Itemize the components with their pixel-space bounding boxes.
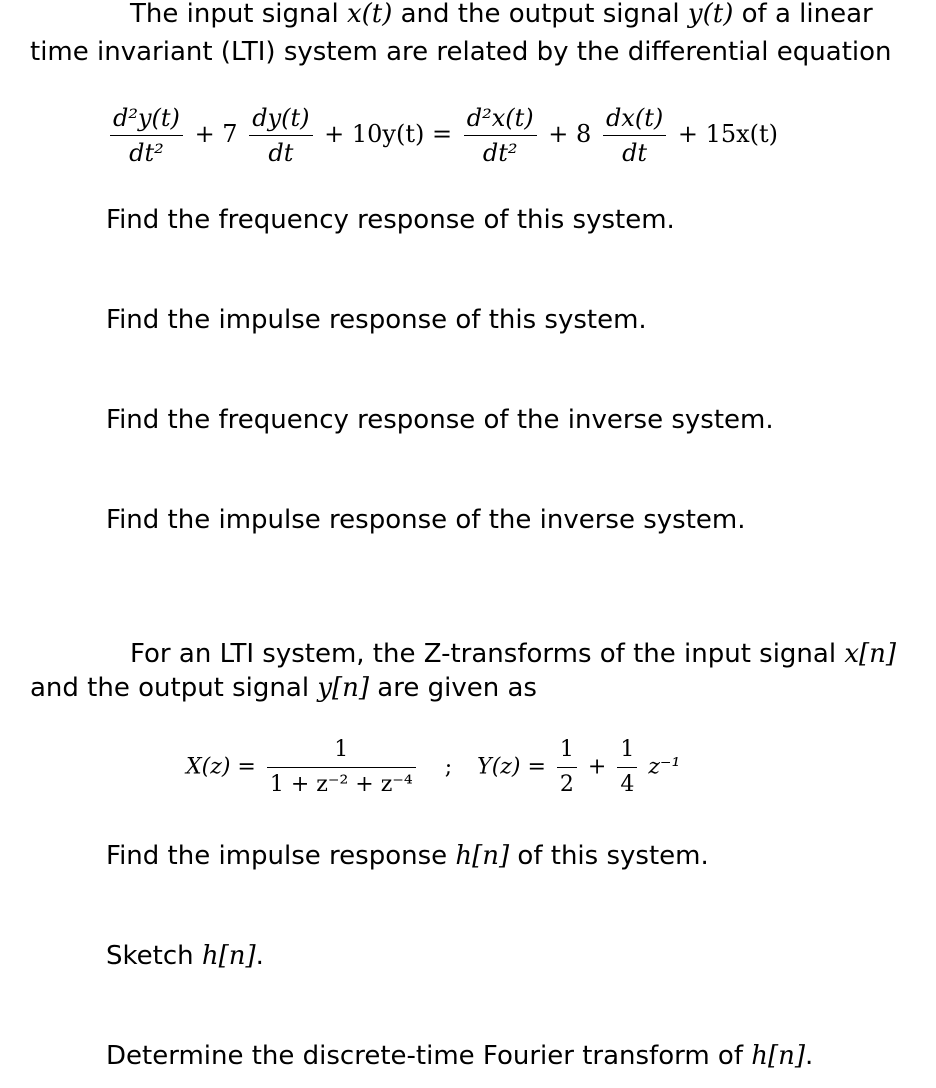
frac-d2y-dt2: $\frac{\text{d²y(t)}}{\text{dt²}}$ [110, 104, 183, 167]
signal-y-t: y(t) [687, 0, 734, 29]
p2-intro-line1 [130, 638, 896, 670]
p2-question-dtft: Determine the discrete-time Fourier transform of h[n]. [106, 1041, 814, 1071]
p2-question-sketch: Sketch h[n]. [106, 941, 264, 971]
Y-z-label: Y(z) = [477, 754, 546, 780]
coef-8: + 8 [548, 120, 592, 148]
p2-intro-text: are given as [369, 673, 537, 703]
frac-dy-dt: $\frac{dy(t)}{dt}$ [249, 104, 312, 167]
p2-question-impulse-response: Find the impulse response h[n] of this system. [106, 841, 709, 871]
frac-d2x-dt2: $\frac{\text{d²x(t)}}{\text{dt²}}$ [464, 104, 537, 167]
signal-h-n: h[n] [751, 1041, 806, 1071]
term-15x: + 15x(t) [677, 120, 779, 148]
X-z-label: X(z) = [186, 754, 256, 780]
frac-quarter: $\frac{1}{4}$ [617, 736, 637, 799]
term-10y: + 10y(t) = [324, 120, 453, 148]
p1-intro-line1 [130, 0, 873, 30]
frac-half: $\frac{1}{2}$ [557, 736, 577, 799]
signal-h-n: h[n] [455, 841, 510, 871]
p1-intro-line2: time invariant (LTI) system are related by the differential equation [30, 37, 892, 67]
p1-question-freq-response: Find the frequency response of this system. [106, 205, 675, 235]
z-transform-equation [186, 736, 680, 799]
signal-x-n: x[n] [844, 639, 897, 669]
p2-intro-text: For an LTI system, the Z-transforms of the input signal [130, 639, 845, 669]
p1-question-impulse-response: Find the impulse response of this system. [106, 305, 647, 335]
signal-y-n: y[n] [317, 673, 370, 703]
p1-question-inverse-freq-response: Find the frequency response of the inverse system. [106, 405, 774, 435]
p1-intro-text: and the output signal [392, 0, 688, 29]
frac-Xz: $\frac{1}{\text{1 + z⁻² + z⁻⁴}}$ [267, 736, 416, 799]
coef-7: + 7 [194, 120, 238, 148]
p2-intro-text: and the output signal [30, 673, 318, 703]
separator: ; [444, 754, 453, 780]
p2-intro-line2 [30, 672, 537, 704]
frac-dx-dt: $\frac{dx(t)}{dt}$ [603, 104, 666, 167]
p1-intro-text: The input signal [130, 0, 347, 29]
p1-question-inverse-impulse-response: Find the impulse response of the inverse system. [106, 505, 746, 535]
signal-x-t: x(t) [346, 0, 393, 29]
plus-sign: + [587, 754, 607, 780]
signal-h-n: h[n] [201, 941, 256, 971]
z-inverse-term: z⁻¹ [648, 754, 681, 780]
differential-equation [106, 104, 778, 167]
p1-intro-text: of a linear [733, 0, 873, 29]
